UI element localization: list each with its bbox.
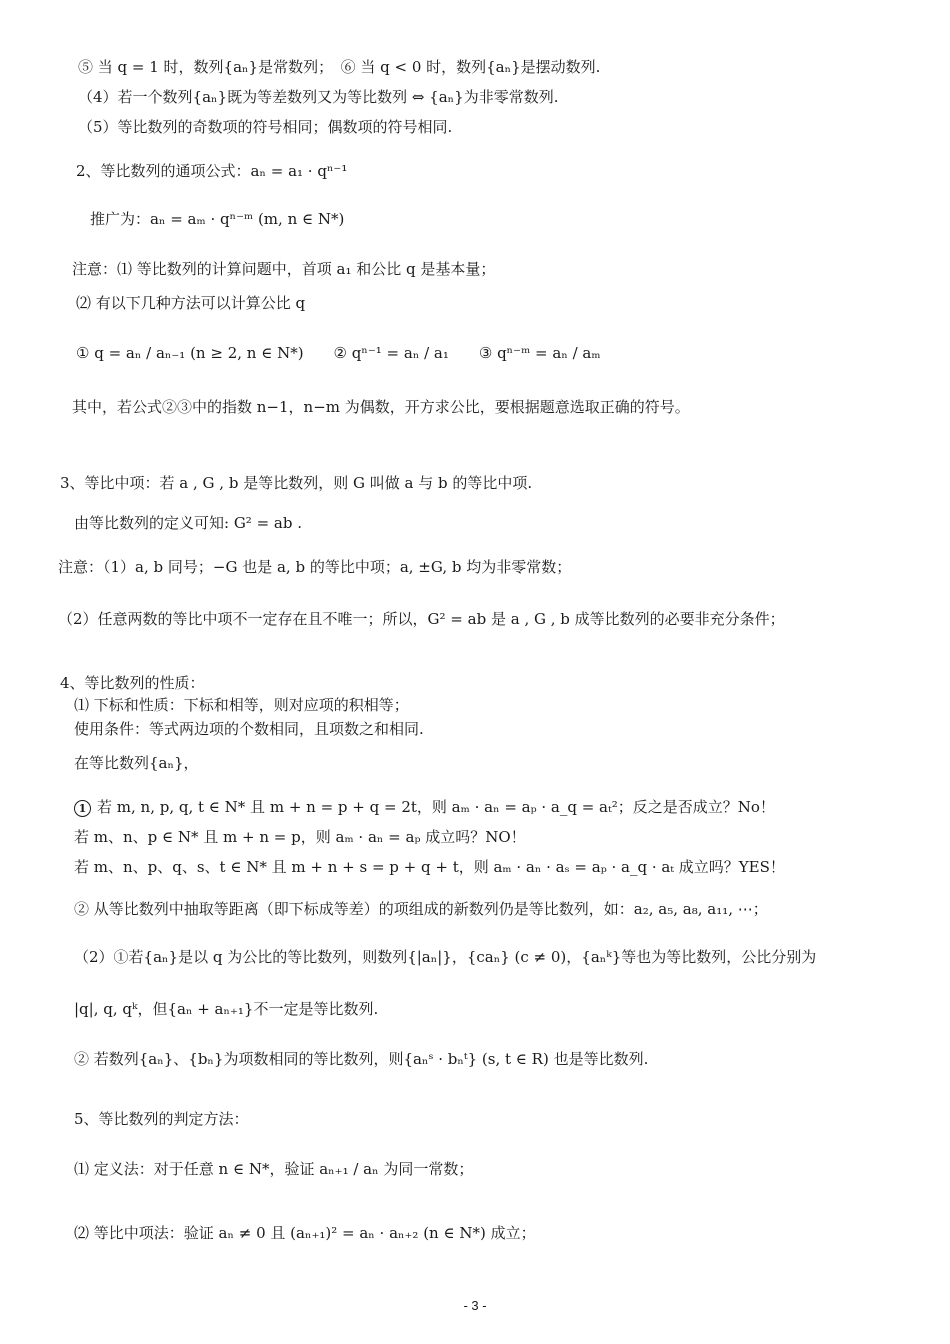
note-mean-2: （2）任意两数的等比中项不一定存在且不唯一；所以，G² = ab 是 a , G , b 成等比数列的必要非充分条件；: [58, 610, 785, 628]
line-q-cases: ⑤ 当 q = 1 时，数列{aₙ}是常数列； ⑥ 当 q < 0 时，数列{aₙ}是摆动数列.: [78, 58, 601, 76]
line-item-5: （5）等比数列的奇数项的符号相同；偶数项的符号相同.: [78, 118, 453, 136]
note-basic-quantities: 注意：⑴ 等比数列的计算问题中，首项 a₁ 和公比 q 是基本量；: [72, 260, 496, 278]
line-property-1: [74, 796, 775, 818]
note-ratio-methods: ⑵ 有以下几种方法可以计算公比 q: [76, 294, 306, 312]
line-property-1c: 若 m、n、p、q、s、t ∈ N* 且 m + n + s = p + q + t，则 aₘ · aₙ · aₛ = aₚ · a_q · aₜ 成立吗？YES！: [74, 858, 785, 876]
line-equidistant-terms: ② 从等比数列中抽取等距离（即下标成等差）的项组成的新数列仍是等比数列，如：a₂, a₅, a₈, a₁₁, ⋯；: [74, 900, 768, 918]
line-product-sequences: ② 若数列{aₙ}、{bₙ}为项数相同的等比数列，则{aₙˢ · bₙᵗ} (s, t ∈ R) 也是等比数列.: [74, 1050, 649, 1068]
note-mean-1: 注意：（1）a, b 同号；−G 也是 a, b 的等比中项；a, ±G, b 均为非零常数；: [58, 558, 572, 576]
line-generalization: 推广为：aₙ = aₘ · qⁿ⁻ᵐ (m, n ∈ N*): [90, 210, 345, 228]
heading-properties: 4、等比数列的性质：: [60, 674, 205, 692]
heading-general-term: 2、等比数列的通项公式：aₙ = a₁ · qⁿ⁻¹: [76, 162, 348, 180]
line-in-sequence: 在等比数列{aₙ}，: [74, 754, 199, 772]
line-item-4: （4）若一个数列{aₙ}既为等差数列又为等比数列 ⇔ {aₙ}为非零常数列.: [78, 88, 559, 106]
line-index-sum: ⑴ 下标和性质：下标和相等，则对应项的积相等；: [74, 696, 409, 714]
line-mean-method: ⑵ 等比中项法：验证 aₙ ≠ 0 且 (aₙ₊₁)² = aₙ · aₙ₊₂ (n ∈ N*) 成立；: [74, 1224, 536, 1242]
heading-criteria: 5、等比数列的判定方法：: [74, 1110, 249, 1128]
line-property-1b: 若 m、n、p ∈ N* 且 m + n = p，则 aₘ · aₙ = aₚ 成立吗？NO！: [74, 828, 526, 846]
line-definition-method: ⑴ 定义法：对于任意 n ∈ N*，验证 aₙ₊₁ / aₙ 为同一常数；: [74, 1160, 474, 1178]
page-number: - 3 -: [463, 1298, 487, 1313]
formula-ratio-list: ① q = aₙ / aₙ₋₁ (n ≥ 2, n ∈ N*) ② qⁿ⁻¹ = aₙ / a₁ ③ qⁿ⁻ᵐ = aₙ / aₘ: [76, 344, 601, 362]
line-derived-ratios: |q|, q, qᵏ，但{aₙ + aₙ₊₁}不一定是等比数列.: [74, 1000, 379, 1018]
circled-number-marker: 1: [74, 800, 91, 817]
line-usage-condition: 使用条件：等式两边项的个数相同，且项数之和相同.: [74, 720, 424, 738]
line-derived-sequences: （2）①若{aₙ}是以 q 为公比的等比数列，则数列{|aₙ|}，{caₙ} (c ≠ 0)，{aₙᵏ}等也为等比数列，公比分别为: [74, 948, 817, 966]
note-even-exponent: 其中，若公式②③中的指数 n−1，n−m 为偶数，开方求公比，要根据题意选取正确的符号。: [72, 398, 690, 416]
property-1-text: 若 m, n, p, q, t ∈ N* 且 m + n = p + q = 2t，则 aₘ · aₙ = aₚ · a_q = aₜ²；反之是否成立？No！: [97, 798, 775, 816]
line-mean-definition: 由等比数列的定义可知: G² = ab .: [74, 514, 303, 532]
heading-geometric-mean: 3、等比中项：若 a , G , b 是等比数列，则 G 叫做 a 与 b 的等比中项.: [60, 474, 533, 492]
